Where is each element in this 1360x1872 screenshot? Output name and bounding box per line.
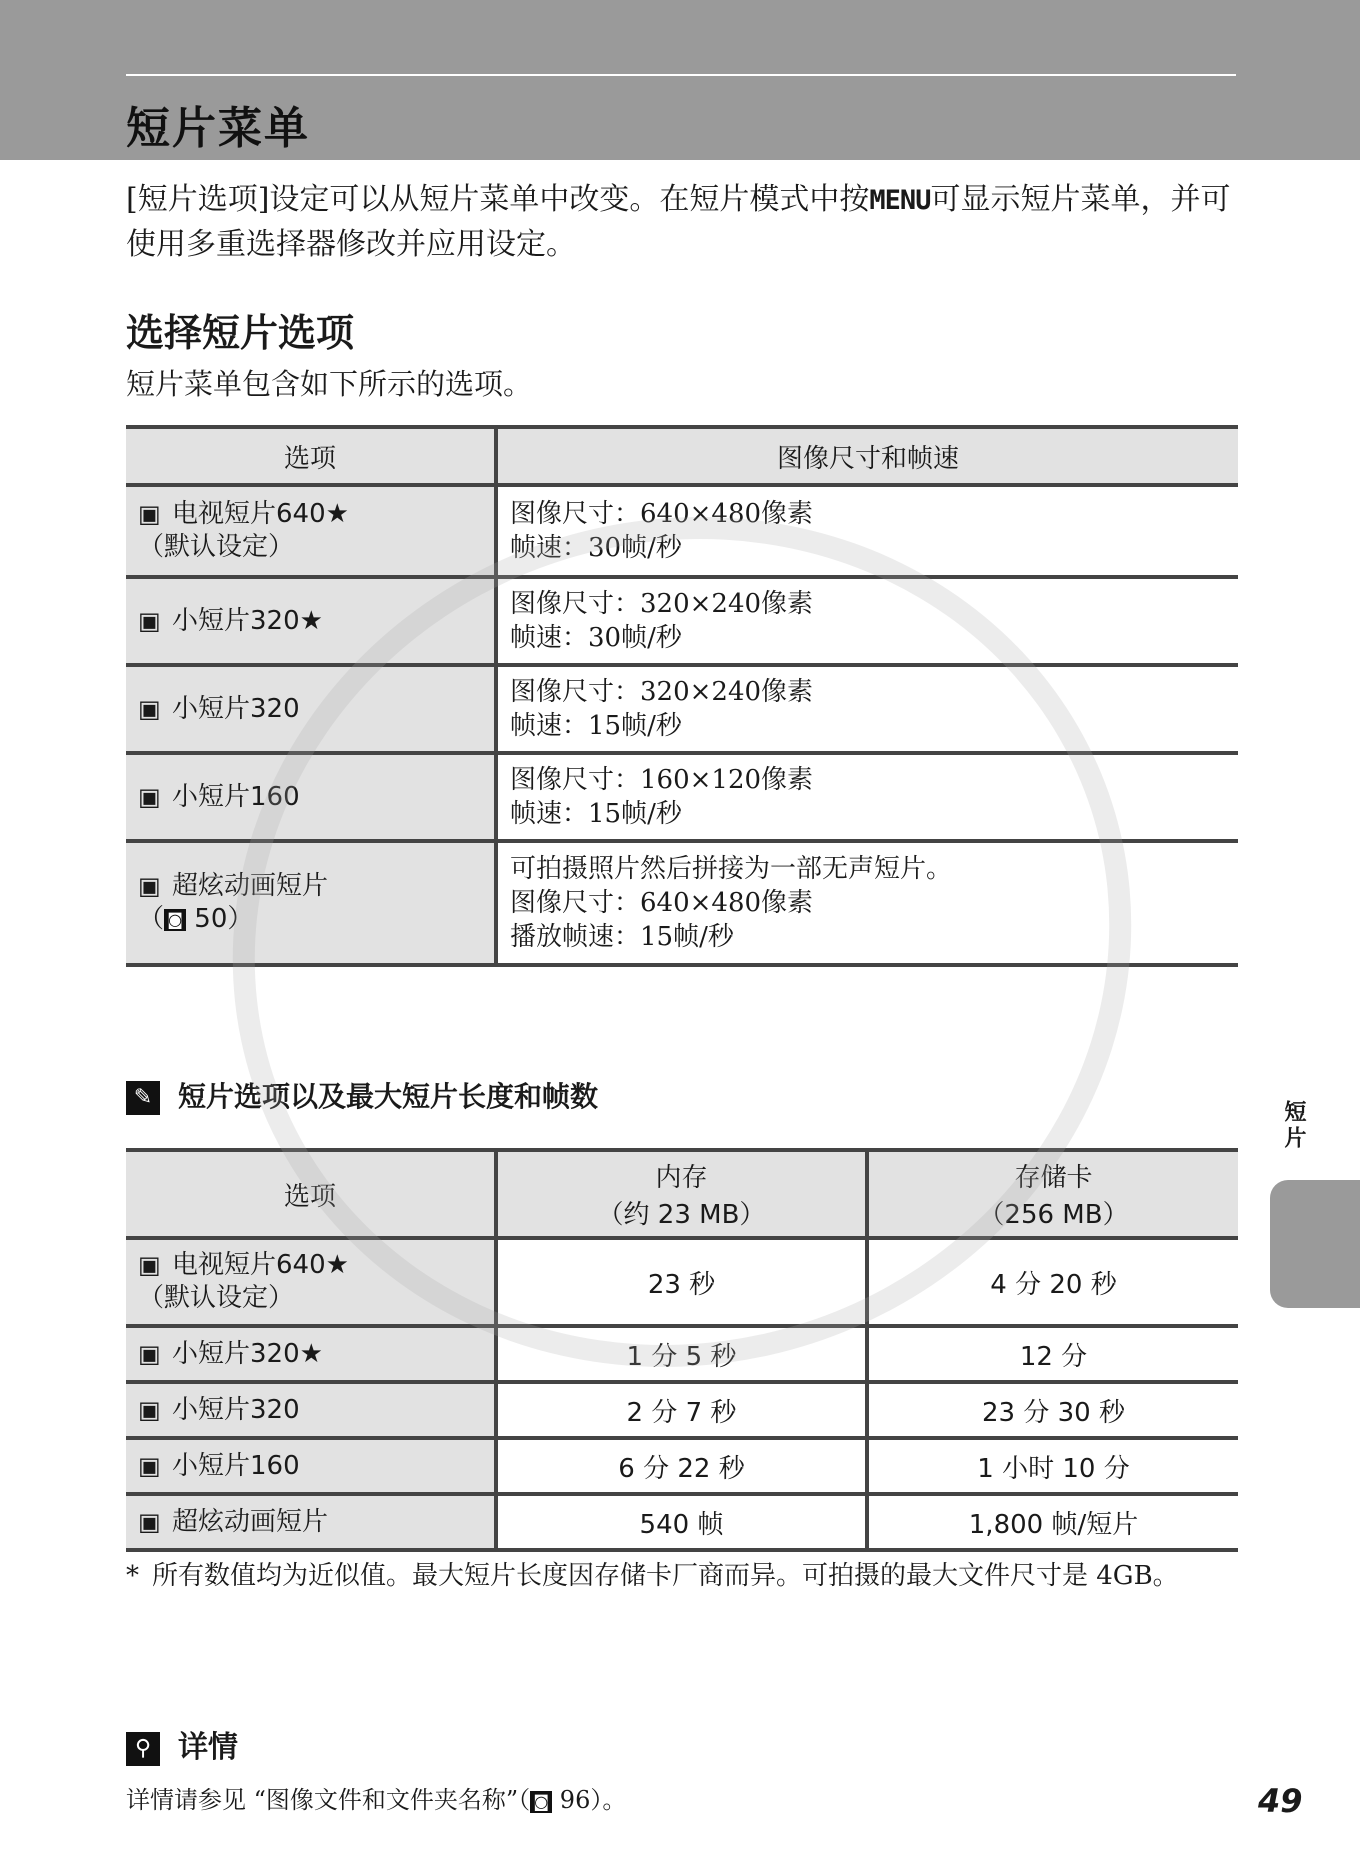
- memory-value: 23 秒: [496, 1238, 867, 1326]
- header-rule: [126, 74, 1236, 76]
- stop-motion-icon: ▣: [138, 1507, 161, 1536]
- menu-key: MENU: [869, 185, 931, 216]
- option-name: 超炫动画短片: [172, 871, 329, 901]
- footnote: [126, 1560, 1236, 1592]
- side-tab-label: 短片: [1281, 1100, 1306, 1152]
- table-header-option: 选项: [126, 427, 496, 485]
- card-value: 1 小时 10 分: [867, 1438, 1238, 1494]
- page-title: 短片菜单: [126, 103, 310, 154]
- option-name: 小短片160: [172, 1450, 300, 1481]
- table-row: [126, 665, 1238, 753]
- option-note: （默认设定）: [138, 532, 295, 562]
- card-value: 4 分 20 秒: [867, 1238, 1238, 1326]
- table-header-option: 选项: [126, 1150, 496, 1238]
- footnote-text: 所有数值均为近似值。最大短片长度因存储卡厂商而异。可拍摄的最大文件尺寸是 4GB。: [152, 1561, 1179, 1591]
- option-ref-open: （: [138, 904, 165, 934]
- option-name: 小短片320: [172, 1394, 300, 1425]
- stop-motion-icon: ▣: [138, 872, 161, 900]
- movie-length-table: [126, 1148, 1238, 1552]
- details-heading: [126, 1722, 238, 1766]
- reference-icon: ◙: [530, 1791, 552, 1813]
- memory-value: 6 分 22 秒: [496, 1438, 867, 1494]
- details-title: 详情: [178, 1730, 238, 1765]
- section-title: 选择短片选项: [126, 311, 355, 355]
- intro-text-after: 可显示短片菜单，并可使用多重选择器修改并应用设定。: [126, 182, 1231, 262]
- rate-line: 帧速：15帧/秒: [510, 711, 682, 741]
- rate-line: 帧速：30帧/秒: [510, 623, 682, 653]
- option-note: （默认设定）: [138, 1283, 295, 1313]
- table-row: [126, 577, 1238, 665]
- size-line: 图像尺寸：320×240像素: [510, 589, 814, 619]
- smaller-movie-icon: ▣: [138, 782, 161, 811]
- card-value: 12 分: [867, 1326, 1238, 1382]
- size-line: 图像尺寸：320×240像素: [510, 677, 814, 707]
- small-movie-icon: ▣: [138, 694, 161, 723]
- footnote-mark: *: [126, 1561, 139, 1591]
- option-name: 小短片160: [172, 781, 300, 812]
- card-label: 存储卡: [1014, 1163, 1093, 1193]
- memory-label: 内存: [655, 1163, 708, 1193]
- option-name: 电视短片640★: [172, 499, 349, 529]
- table-header-size-rate: 图像尺寸和帧速: [496, 427, 1238, 485]
- option-name: 小短片320: [172, 693, 300, 724]
- table-row: [126, 1326, 1238, 1382]
- small-movie-icon: ▣: [138, 1395, 161, 1424]
- option-name: 电视短片640★: [172, 1250, 349, 1280]
- table-row: [126, 841, 1238, 965]
- rate-line: 播放帧速：15帧/秒: [510, 922, 734, 952]
- table-row: [126, 485, 1238, 577]
- table-row: [126, 753, 1238, 841]
- memory-capacity: （约 23 MB）: [597, 1200, 766, 1230]
- intro-paragraph: [126, 178, 1246, 267]
- small-movie-icon: ▣: [138, 1339, 161, 1368]
- rate-line: 帧速：15帧/秒: [510, 799, 682, 829]
- tv-movie-icon: ▣: [138, 500, 161, 528]
- memory-value: 2 分 7 秒: [496, 1382, 867, 1438]
- note-heading: [126, 1075, 598, 1115]
- card-value: 1,800 帧/短片: [867, 1494, 1238, 1550]
- table-row: [126, 1382, 1238, 1438]
- side-tab: [1270, 1180, 1360, 1308]
- memory-value: 540 帧: [496, 1494, 867, 1550]
- magnifier-icon: ⚲: [126, 1732, 160, 1766]
- option-ref-page: 50）: [194, 904, 254, 934]
- size-line: 图像尺寸：640×480像素: [510, 888, 814, 918]
- details-text-after: 96）。: [552, 1786, 627, 1814]
- size-line: 图像尺寸：160×120像素: [510, 765, 814, 795]
- option-name: 超炫动画短片: [172, 1506, 329, 1537]
- note-title: 短片选项以及最大短片长度和帧数: [178, 1080, 599, 1113]
- intro-text-before: [短片选项]设定可以从短片菜单中改变。在短片模式中按: [126, 182, 870, 217]
- table-row: [126, 1238, 1238, 1326]
- table-row: [126, 1494, 1238, 1550]
- small-movie-icon: ▣: [138, 606, 161, 635]
- page-number: 49: [1258, 1782, 1303, 1820]
- card-value: 23 分 30 秒: [867, 1382, 1238, 1438]
- smaller-movie-icon: ▣: [138, 1451, 161, 1480]
- size-line: 图像尺寸：640×480像素: [510, 499, 814, 529]
- table-header-memory: [496, 1150, 867, 1238]
- details-text-before: 详情请参见 “图像文件和文件夹名称”（: [126, 1786, 531, 1814]
- details-text: [126, 1780, 626, 1815]
- pencil-note-icon: ✎: [126, 1081, 160, 1115]
- table-row: [126, 1438, 1238, 1494]
- rate-line: 帧速：30帧/秒: [510, 533, 682, 563]
- movie-options-table: [126, 425, 1238, 967]
- option-name: 小短片320★: [172, 605, 323, 636]
- option-name: 小短片320★: [172, 1338, 323, 1369]
- table-header-card: [867, 1150, 1238, 1238]
- desc-line: 可拍摄照片然后拼接为一部无声短片。: [510, 854, 953, 884]
- reference-icon: ◙: [164, 909, 186, 931]
- tv-movie-icon: ▣: [138, 1251, 161, 1279]
- section-subtitle: 短片菜单包含如下所示的选项。: [126, 367, 533, 401]
- card-capacity: （256 MB）: [978, 1200, 1129, 1230]
- memory-value: 1 分 5 秒: [496, 1326, 867, 1382]
